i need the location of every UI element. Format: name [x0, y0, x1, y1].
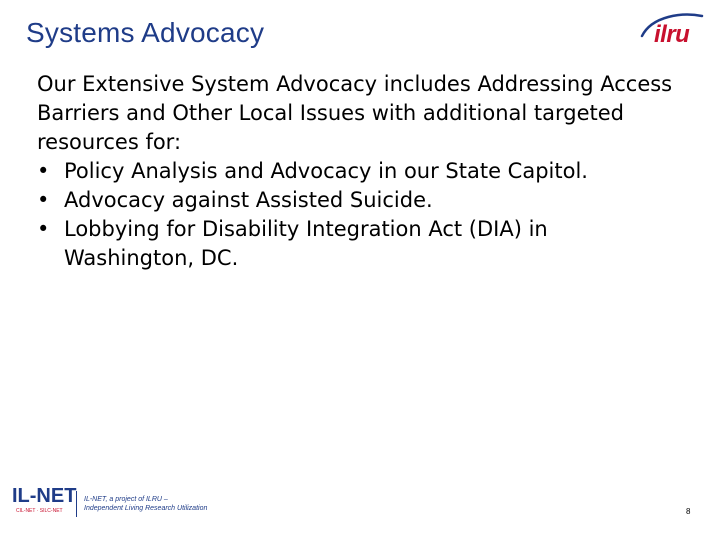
- footer-tagline-1: IL-NET, a project of ILRU –: [84, 496, 168, 503]
- bullet-icon: •: [37, 188, 50, 212]
- il-net-footer-logo: [10, 483, 240, 523]
- bullet-list: [37, 157, 677, 273]
- ilru-logo: [636, 10, 706, 50]
- slide-body: [37, 70, 677, 273]
- slide-title: Systems Advocacy: [26, 17, 265, 48]
- bullet-item: [37, 186, 677, 215]
- footer-tagline-2: Independent Living Research Utilization: [84, 505, 208, 512]
- footer-divider: [76, 491, 77, 517]
- il-net-logo-subtext: CIL-NET · SILC-NET: [16, 508, 63, 514]
- bullet-icon: •: [37, 159, 50, 183]
- bullet-item: [37, 215, 677, 273]
- bullet-text: Policy Analysis and Advocacy in our State Capitol.: [64, 159, 588, 183]
- bullet-text: Lobbying for Disability Integration Act (DIA) in Washington, DC.: [64, 217, 548, 270]
- logo-text: ilru: [654, 21, 690, 48]
- il-net-logo-text: IL-NET: [12, 485, 77, 507]
- bullet-icon: •: [37, 217, 50, 241]
- intro-paragraph: Our Extensive System Advocacy includes Addressing Access Barriers and Other Local Issues with additional targeted resources for:: [37, 72, 673, 154]
- page-number: 8: [686, 507, 691, 516]
- bullet-text: Advocacy against Assisted Suicide.: [64, 188, 433, 212]
- bullet-item: [37, 157, 677, 186]
